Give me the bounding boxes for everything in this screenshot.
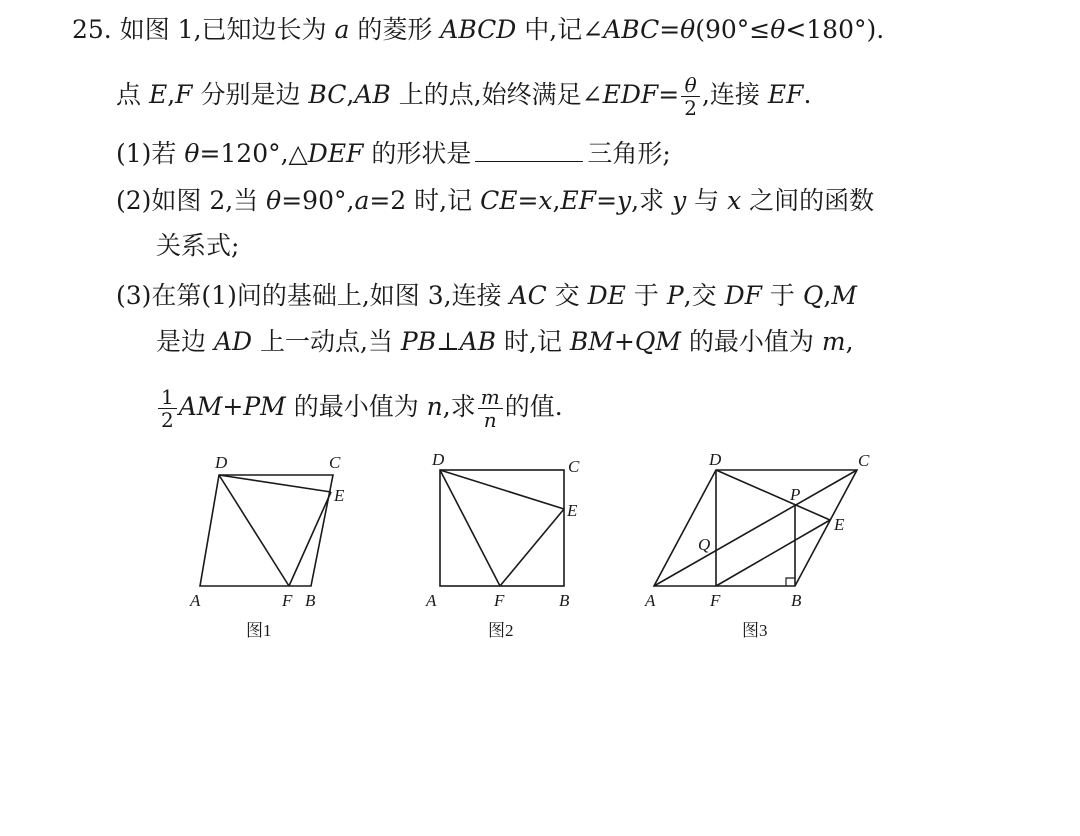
question-2-line-1: (2)如图 2,当 θ=90°,a=2 时,记 CE=x,EF=y,求 y 与 x 之间的函数: [116, 186, 875, 215]
segment-df-fig2: [440, 470, 500, 586]
fig1-label-b: B: [305, 591, 316, 610]
square-abcd-fig2: [440, 470, 564, 586]
figure-1-rhombus: [200, 475, 333, 586]
fig2-label-a: A: [426, 591, 437, 610]
fig3-label-f: F: [710, 591, 721, 610]
problem-statement-line-1: 25. 如图 1,已知边长为 a 的菱形 ABCD 中,记∠ABC=θ(90°≤θ<180°).: [72, 15, 885, 44]
question-3-line-3: $\frac{1}{2}$ AM+PM 的最小值为 n,求 $\frac{m}{n}$ 的值.: [156, 386, 563, 431]
question-2-line-2: 关系式;: [156, 231, 240, 260]
fraction-theta-over-2: $\frac{\theta}{2}$: [681, 74, 700, 119]
problem-statement-line-2: 点 E,F 分别是边 BC,AB 上的点,始终满足∠EDF= $\frac{\theta}{2}$ ,连接 EF.: [116, 73, 812, 120]
fig1-label-a: A: [190, 591, 201, 610]
figure-3-caption: 图3: [742, 621, 768, 640]
fraction-one-half: $\frac{1}{2}$: [158, 386, 177, 431]
fig2-label-b: B: [559, 591, 570, 610]
segment-de-fig2: [440, 470, 564, 509]
fig3-label-p: P: [790, 485, 801, 504]
segment-df-fig1: [219, 475, 289, 586]
question-3-line-1: (3)在第(1)问的基础上,如图 3,连接 AC 交 DE 于 P,交 DF 于 Q,M: [116, 281, 857, 310]
problem-number: 25.: [72, 15, 112, 44]
geometry-figures: [0, 440, 1080, 650]
fig3-label-c: C: [858, 451, 870, 470]
fig3-label-e: E: [834, 515, 845, 534]
fig3-label-a: A: [645, 591, 656, 610]
segment-ef-fig1: [289, 492, 331, 586]
figure-2-square: [440, 470, 564, 586]
fig2-label-f: F: [494, 591, 505, 610]
answer-blank[interactable]: [475, 139, 583, 162]
fraction-m-over-n: $\frac{m}{n}$: [478, 386, 503, 431]
figure-2-caption: 图2: [488, 621, 514, 640]
fig1-label-d: D: [215, 453, 228, 472]
question-1: (1)若 θ=120°,△DEF 的形状是 三角形;: [116, 139, 671, 168]
question-3-line-2: 是边 AD 上一动点,当 PB⊥AB 时,记 BM+QM 的最小值为 m,: [156, 327, 854, 356]
fig2-label-c: C: [568, 457, 580, 476]
fig2-label-e: E: [567, 501, 578, 520]
fig1-label-f: F: [282, 591, 293, 610]
segment-ef-fig2: [500, 509, 564, 586]
figure-1-caption: 图1: [246, 621, 272, 640]
figure-3-rhombus: [654, 470, 857, 586]
fig3-label-b: B: [791, 591, 802, 610]
segment-de-fig1: [219, 475, 331, 492]
fig3-label-d: D: [709, 450, 722, 469]
fig3-label-q: Q: [698, 535, 711, 554]
right-angle-mark-fig3: [786, 578, 795, 586]
fig1-label-c: C: [329, 453, 341, 472]
fig1-label-e: E: [334, 486, 345, 505]
fig2-label-d: D: [432, 450, 445, 469]
